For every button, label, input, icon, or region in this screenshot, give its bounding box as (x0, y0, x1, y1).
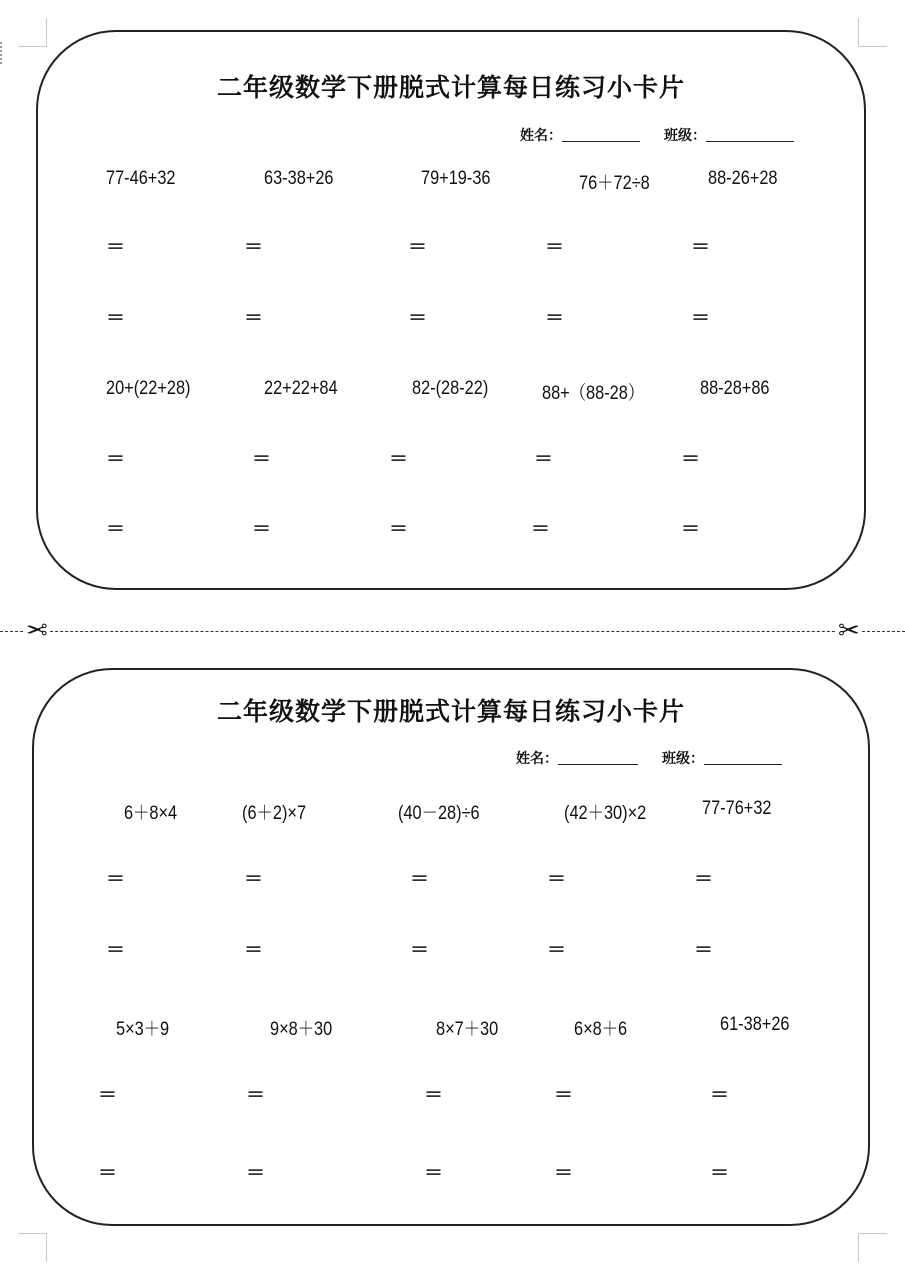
class-blank[interactable] (706, 127, 794, 142)
answer-equals-sign: ＝ (98, 1084, 118, 1106)
problem-expression: 22+22+84 (264, 378, 338, 399)
crop-mark-bottom-left (18, 1233, 47, 1262)
answer-equals-sign: ＝ (106, 448, 126, 470)
answer-equals-sign: ＝ (408, 307, 428, 329)
card-title: 二年级数学下册脱式计算每日练习小卡片 (216, 697, 685, 726)
answer-equals-sign: ＝ (554, 1162, 574, 1184)
answer-equals-sign: ＝ (681, 448, 701, 470)
answer-equals-sign: ＝ (531, 518, 551, 540)
answer-equals-sign: ＝ (547, 868, 567, 890)
name-blank[interactable] (558, 750, 638, 765)
answer-equals-sign: ＝ (246, 1084, 266, 1106)
problem-expression: 5×3＋9 (116, 1019, 170, 1040)
answer-equals-sign: ＝ (545, 307, 565, 329)
answer-equals-sign: ＝ (244, 307, 264, 329)
answer-equals-sign: ＝ (98, 1162, 118, 1184)
answer-equals-sign: ＝ (694, 868, 714, 890)
answer-equals-sign: ＝ (106, 939, 126, 961)
problem-expression: 9×8＋30 (270, 1019, 333, 1040)
crop-mark-top-left (18, 18, 47, 47)
answer-equals-sign: ＝ (410, 939, 430, 961)
answer-equals-sign: ＝ (547, 939, 567, 961)
answer-equals-sign: ＝ (246, 1162, 266, 1184)
scissors-icon: ✂ (838, 616, 860, 646)
answer-equals-sign: ＝ (106, 236, 126, 258)
answer-equals-sign: ＝ (554, 1084, 574, 1106)
problem-expression: (42＋30)×2 (564, 803, 647, 824)
answer-equals-sign: ＝ (389, 518, 409, 540)
answer-equals-sign: ＝ (252, 518, 272, 540)
answer-equals-sign: ＝ (681, 518, 701, 540)
problem-expression: 61-38+26 (720, 1014, 790, 1035)
answer-equals-sign: ＝ (691, 236, 711, 258)
name-blank[interactable] (562, 127, 640, 142)
answer-equals-sign: ＝ (252, 448, 272, 470)
problem-expression: 82-(28-22) (412, 378, 489, 399)
answer-equals-sign: ＝ (710, 1162, 730, 1184)
answer-equals-sign: ＝ (410, 868, 430, 890)
class-label: 班级： (664, 128, 706, 144)
problem-expression: 79+19-36 (421, 168, 491, 189)
answer-equals-sign: ＝ (244, 868, 264, 890)
problem-expression: (40－28)÷6 (398, 803, 480, 824)
answer-equals-sign: ＝ (244, 939, 264, 961)
answer-equals-sign: ＝ (534, 448, 554, 470)
answer-equals-sign: ＝ (389, 448, 409, 470)
cut-line (0, 631, 905, 632)
answer-equals-sign: ＝ (691, 307, 711, 329)
practice-card-1 (36, 30, 866, 590)
problem-expression: 88-26+28 (708, 168, 778, 189)
answer-equals-sign: ＝ (244, 236, 264, 258)
answer-equals-sign: ＝ (106, 518, 126, 540)
class-blank[interactable] (704, 750, 782, 765)
problem-expression: (6＋2)×7 (242, 803, 307, 824)
problem-expression: 6＋8×4 (124, 803, 178, 824)
answer-equals-sign: ＝ (424, 1084, 444, 1106)
crop-mark-bottom-right (858, 1233, 887, 1262)
problem-expression: 8×7＋30 (436, 1019, 499, 1040)
problem-expression: 6×8＋6 (574, 1019, 628, 1040)
card-title: 二年级数学下册脱式计算每日练习小卡片 (216, 73, 685, 102)
class-label: 班级： (662, 751, 704, 767)
answer-equals-sign: ＝ (694, 939, 714, 961)
problem-expression: 76＋72÷8 (579, 173, 650, 194)
name-label: 姓名： (516, 751, 558, 767)
practice-card-2 (32, 668, 870, 1226)
student-info (520, 125, 794, 145)
student-info (516, 748, 782, 768)
problem-expression: 88-28+86 (700, 378, 770, 399)
answer-equals-sign: ＝ (408, 236, 428, 258)
answer-equals-sign: ＝ (106, 307, 126, 329)
page-edge-mark (0, 42, 5, 64)
scissors-icon: ✂ (26, 616, 48, 646)
problem-expression: 77-76+32 (702, 798, 772, 819)
name-label: 姓名： (520, 128, 562, 144)
problem-expression: 88+（88-28） (542, 383, 645, 404)
answer-equals-sign: ＝ (545, 236, 565, 258)
answer-equals-sign: ＝ (710, 1084, 730, 1106)
crop-mark-top-right (858, 18, 887, 47)
answer-equals-sign: ＝ (424, 1162, 444, 1184)
answer-equals-sign: ＝ (106, 868, 126, 890)
problem-expression: 63-38+26 (264, 168, 334, 189)
problem-expression: 77-46+32 (106, 168, 176, 189)
problem-expression: 20+(22+28) (106, 378, 191, 399)
